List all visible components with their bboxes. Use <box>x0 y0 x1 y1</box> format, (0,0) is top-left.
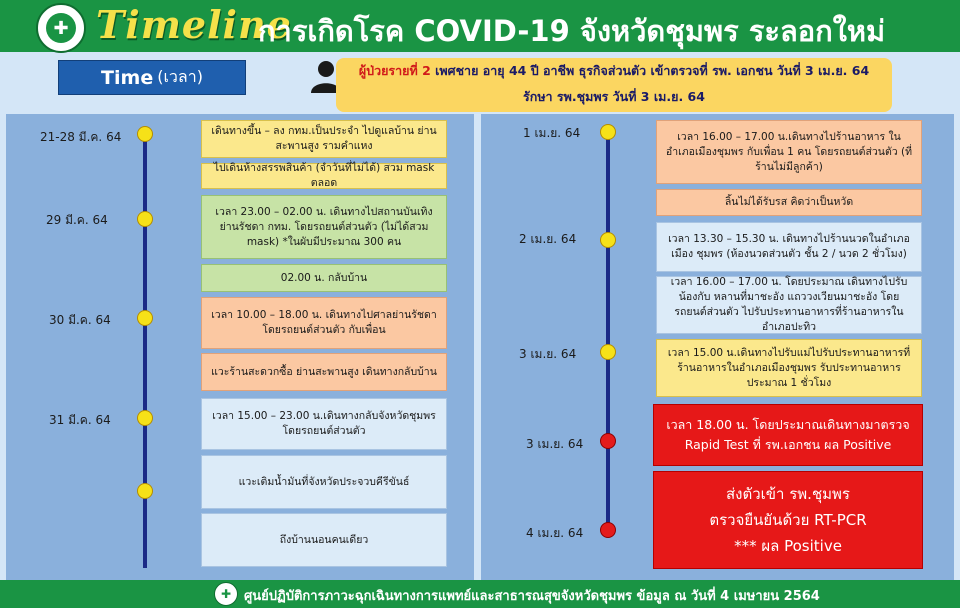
patient-line-1 <box>336 58 892 84</box>
timeline-marker <box>137 483 153 499</box>
event-box: แวะร้านสะดวกซื้อ ย่านสะพานสูง เดินทางกลับบ้าน <box>201 353 447 391</box>
rt-pcr-result-box <box>653 471 923 569</box>
timeline-marker <box>137 310 153 326</box>
moph-seal-icon: ✚ <box>36 3 86 53</box>
page-title: การเกิดโรค COVID-19 จังหวัดชุมพร ระลอกใหม่ <box>258 14 886 48</box>
patient-number: ผู้ป่วยรายที่ 2 <box>358 63 431 78</box>
right-timeline-axis <box>606 133 610 533</box>
event-box: ถึงบ้านนอนคนเดียว <box>201 513 447 567</box>
event-box: เวลา 23.00 – 02.00 น. เดินทางไปสถานบันเทิง ย่านรัชดา กทม. โดยรถยนต์ส่วนตัว (ไม่ได้สวม mask) *ในผับมีประมาณ 300 คน <box>201 195 447 259</box>
brand-title: Timeline <box>96 2 292 47</box>
eoc-logo-icon: ✚ <box>214 582 238 606</box>
event-box: ลิ้นไม่ได้รับรส คิดว่าเป็นหวัด <box>656 189 922 216</box>
timeline-marker <box>600 344 616 360</box>
timeline-marker <box>137 211 153 227</box>
event-box: เดินทางขึ้น – ลง กทม.เป็นประจำ ไปดูแลบ้าน ย่านสะพานสูง รามคำแหง <box>201 120 447 158</box>
event-box: ไปเดินห้างสรรพสินค้า (จำวันที่ไม่ได้) สวม mask ตลอด <box>201 163 447 189</box>
event-box: 02.00 น. กลับบ้าน <box>201 264 447 292</box>
event-box: เวลา 16.00 – 17.00 น. โดยประมาณ เดินทางไปรับน้องกับ หลานที่มาชะอัง แถววงเวียนมาชะอัง โดยรถยนต์ส่วนตัว ไปรับประทานอาหารที่ร้านอาหารในอำเภอปะทิว <box>656 276 922 334</box>
date-label: 3 เม.ย. 64 <box>519 347 577 361</box>
patient-details: เพศชาย อายุ 44 ปี อาชีพ ธุรกิจส่วนตัว เข้าตรวจที่ รพ. เอกชน วันที่ 3 เม.ย. 64 <box>430 63 870 78</box>
event-box: เวลา 16.00 – 17.00 น.เดินทางไปร้านอาหาร ในอำเภอเมืองชุมพร กับเพื่อน 1 คน โดยรถยนต์ส่วนตัว (ที่ร้านไม่มีลูกค้า) <box>656 120 922 184</box>
positive-marker <box>600 433 616 449</box>
date-label: 29 มี.ค. 64 <box>46 213 108 227</box>
positive-marker <box>600 522 616 538</box>
time-label <box>58 60 246 95</box>
timeline-marker <box>600 124 616 140</box>
date-label: 31 มี.ค. 64 <box>49 413 111 427</box>
positive-result-text: *** ผล Positive <box>734 537 842 555</box>
patient-info-banner <box>336 58 892 112</box>
timeline-marker <box>137 410 153 426</box>
event-box: เวลา 13.30 – 15.30 น. เดินทางไปร้านนวดในอำเภอเมือง ชุมพร (ห้องนวดส่วนตัว ชั้น 2 / นวด 2 ชั่วโมง) <box>656 222 922 272</box>
date-label: 4 เม.ย. 64 <box>526 526 584 540</box>
referral-text: ส่งตัวเข้า รพ.ชุมพร <box>726 485 850 503</box>
time-label-main: Time <box>101 66 154 89</box>
timeline-marker <box>137 126 153 142</box>
event-box: เวลา 15.00 น.เดินทางไปรับแม่ไปรับประทานอาหารที่ ร้านอาหารในอำเภอเมืองชุมพร รับประทานอาหารประมาณ 1 ชั่วโมง <box>656 339 922 397</box>
event-box: เวลา 10.00 – 18.00 น. เดินทางไปศาลย่านรัชดา โดยรถยนต์ส่วนตัว กับเพื่อน <box>201 297 447 349</box>
patient-line-2: รักษา รพ.ชุมพร วันที่ 3 เม.ย. 64 <box>523 89 705 104</box>
date-label: 3 เม.ย. 64 <box>526 437 584 451</box>
rapid-test-result-box: เวลา 18.00 น. โดยประมาณเดินทางมาตรวจ Rapid Test ที่ รพ.เอกชน ผล Positive <box>653 404 923 466</box>
event-box: เวลา 15.00 – 23.00 น.เดินทางกลับจังหวัดชุมพร โดยรถยนต์ส่วนตัว <box>201 398 447 450</box>
event-box: แวะเติมน้ำมันที่จังหวัดประจวบคีรีขันธ์ <box>201 455 447 509</box>
timeline-marker <box>600 232 616 248</box>
date-label: 2 เม.ย. 64 <box>519 232 577 246</box>
footer-source-text: ศูนย์ปฏิบัติการภาวะฉุกเฉินทางการแพทย์และสาธารณสุขจังหวัดชุมพร ข้อมูล ณ วันที่ 4 เมษายน 2564 <box>244 589 820 604</box>
rt-pcr-text: ตรวจยืนยันด้วย RT-PCR <box>709 511 867 529</box>
date-label: 1 เม.ย. 64 <box>523 126 581 140</box>
date-label: 21-28 มี.ค. 64 <box>40 130 122 144</box>
date-label: 30 มี.ค. 64 <box>49 313 111 327</box>
time-label-sub: (เวลา) <box>157 67 203 86</box>
left-timeline-axis <box>143 128 147 568</box>
